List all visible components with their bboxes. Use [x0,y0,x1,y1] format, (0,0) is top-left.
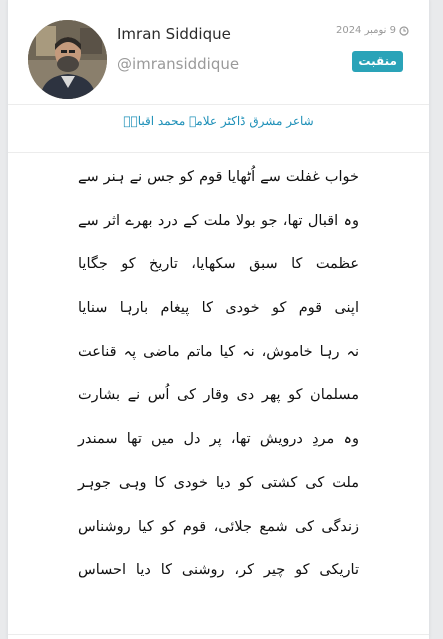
avatar-photo [28,20,107,99]
post-date [336,25,409,36]
category-badge[interactable]: منقبت [352,51,403,72]
poem-verse: ملت کی کشتی کو دیا خودی کا وہی جوہر [78,474,359,491]
post-card [7,0,430,639]
poem-verse: زندگی کی شمع جلائی، قوم کو کیا روشناس [78,518,359,535]
date-text: 9 نومبر 2024 [335,25,396,36]
poem-verse: خواب غفلت سے اُٹھایا قوم کو جس نے ہنر سے [78,169,359,185]
avatar[interactable] [28,20,107,99]
poem-verse: مسلمان کو پھر دی وقار کی اُس نے بشارت [78,387,359,404]
poem-body [78,160,359,597]
poem-verse: وہ اقبال تھا، جو بولا ملت کے درد بھرے اثر سے [78,212,359,229]
poem-verse: عظمت کا سبق سکھایا، تاریخ کو جگایا [78,256,359,273]
poem-verse: وہ مردِ درویش تھا، پر دل میں تھا سمندر [78,431,359,448]
footer-divider [8,634,429,635]
poem-verse: اپنی قوم کو خودی کا پیغام بارہا سنایا [78,300,359,317]
poem-verse: نہ رہا خاموش، نہ کیا ماتم ماضی پہ قناعت [78,343,359,360]
author-handle[interactable]: @imransiddique [117,55,240,73]
clock-icon [399,26,409,36]
poem-verse: تاریکی کو چیر کر، روشنی کا دیا احساس [78,562,359,579]
title-divider [8,152,429,153]
header-divider [8,104,429,105]
poem-title[interactable]: شاعر مشرق ڈاکٹر علامہ محمد اقبالؒ [123,114,314,128]
author-name[interactable]: Imran Siddique [117,25,231,43]
